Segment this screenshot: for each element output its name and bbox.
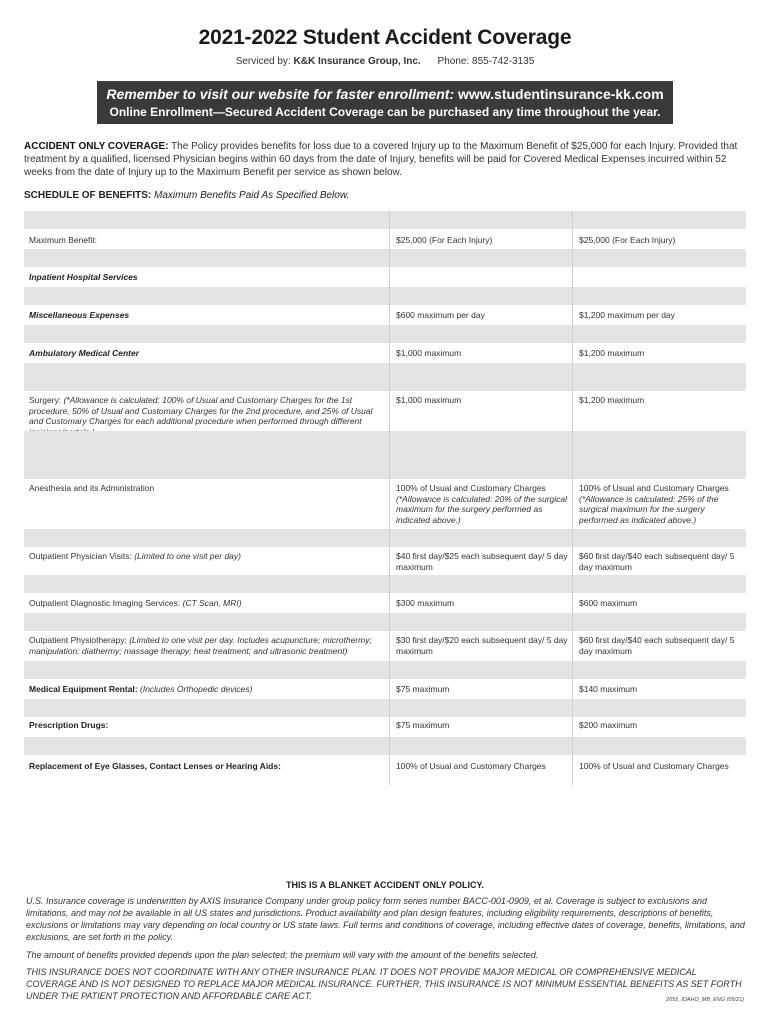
table-spacer-row — [24, 249, 746, 267]
row-value-plan-1: $1,000 maximum — [396, 395, 462, 405]
table-row — [24, 631, 746, 661]
row-value-plan-1: $1,000 maximum — [396, 348, 462, 358]
table-spacer-row — [24, 737, 746, 755]
row-label: Miscellaneous Expenses — [29, 310, 130, 320]
surgery-label: Surgery: — [29, 395, 62, 405]
anesthesia-plan-1-main: 100% of Usual and Customary Charges — [396, 483, 546, 493]
row-value-plan-2: $200 maximum — [579, 720, 638, 730]
table-row — [24, 305, 746, 325]
banner-line-2: Online Enrollment—Secured Accident Coverage can be purchased any time throughout the year. — [109, 105, 661, 119]
anesthesia-plan-1-note: (*Allowance is calculated: 20% of the surgical maximum for the surgery performed as indicated above.) — [396, 493, 568, 525]
row-label — [29, 551, 385, 562]
row-value-plan-2: $140 maximum — [579, 684, 638, 694]
row-value-plan-2: $60 first day/$40 each subsequent day/ 5 day maximum — [579, 635, 735, 656]
surgery-note: (*Allowance is calculated: 100% of Usual and Customary Charges for the 1st procedure, 50% of Usual and Customary Charges for the 2nd procedure, and 25% of Usual and Customary Charges for each additional procedure when performed through different — [29, 395, 373, 426]
physiotherapy-note: (Limited to one visit per day. Includes acupuncture; microthermy; manipulation; diathermy; massage therapy; heat treatment; and ultrasonic treatment) — [29, 635, 372, 656]
equipment-note: (Includes Orthopedic devices) — [140, 684, 253, 694]
table-row — [24, 479, 746, 529]
anesthesia-plan-2-note: (*Allowance is calculated: 25% of the surgical maximum for the surgery performed as indicated above.) — [579, 493, 719, 525]
row-value-plan-2: $600 maximum — [579, 598, 638, 608]
table-spacer-row — [24, 529, 746, 547]
equipment-label: Medical Equipment Rental: — [29, 684, 138, 694]
row-label: Maximum Benefit: — [29, 235, 98, 245]
enrollment-banner — [97, 81, 673, 124]
disclaimer-text: THIS INSURANCE DOES NOT COORDINATE WITH ANY OTHER INSURANCE PLAN. IT DOES NOT PROVIDE MAJOR MEDICAL OR COMPREHENSIVE MEDICAL COVERAGE AND IS NOT DESIGNED TO REPLACE MAJOR MEDICAL INSURANCE. FURTHER, THIS INSURANCE IS NOT MINIMUM ESSENTIAL BENEFITS AS SET FORTH UNDER THE PATIENT PROTECTION AND AFFORDABLE CARE ACT. — [26, 967, 742, 1001]
table-spacer-row — [24, 363, 746, 391]
row-value-plan-2: $1,200 maximum — [579, 348, 645, 358]
table-row — [24, 267, 746, 287]
imaging-note: (CT Scan, MRI) — [182, 598, 242, 608]
column-divider — [389, 211, 390, 785]
premium-text: The amount of benefits provided depends upon the plan selected; the premium will vary with the amount of the benefits selected. — [26, 950, 539, 960]
intro-heading: ACCIDENT ONLY COVERAGE: — [24, 141, 169, 152]
row-value-plan-2: $60 first day/$40 each subsequent day/ 5 day maximum — [579, 551, 735, 572]
row-value-plan-2 — [579, 483, 744, 525]
row-label: Anesthesia and its Administration — [29, 483, 155, 493]
row-value-plan-1: $75 maximum — [396, 684, 450, 694]
form-number: 2055_IDAHO_MB_ENG (05/21) — [666, 997, 744, 1003]
company-name: K&K Insurance Group, Inc. — [293, 56, 421, 67]
row-value-plan-2: $25,000 (For Each Injury) — [579, 235, 676, 245]
intro-text: The Policy provides benefits for loss due to a covered Injury up to the Maximum Benefit of $25,000 for each Injury. Provided that treatment by a qualified, licensed Physician begins within 60 days from the date of Injury, benefits will be paid for Covered Medical Expenses incurred within 52 weeks from the date of Injury up to the Maximum Benefit per service as shown below. — [24, 141, 738, 178]
row-value-plan-2: 100% of Usual and Customary Charges — [579, 761, 729, 771]
anesthesia-plan-2-main: 100% of Usual and Customary Charges — [579, 483, 729, 493]
table-row — [24, 717, 746, 737]
table-row — [24, 679, 746, 699]
table-spacer-row — [24, 287, 746, 305]
row-label: Ambulatory Medical Center — [29, 348, 140, 358]
outpatient-physician-note: (Limited to one visit per day) — [134, 551, 241, 561]
table-row — [24, 593, 746, 613]
phone-label: Phone: — [437, 56, 470, 67]
blanket-policy-notice: THIS IS A BLANKET ACCIDENT ONLY POLICY. — [285, 880, 485, 890]
website-link[interactable]: www.studentinsurance-kk.com — [458, 86, 664, 102]
imaging-label: Outpatient Diagnostic Imaging Services: — [29, 598, 181, 608]
column-divider — [572, 211, 573, 785]
row-value-plan-2: $1,200 maximum per day — [579, 310, 675, 320]
table-spacer-row — [24, 661, 746, 679]
physiotherapy-label: Outpatient Physiotherapy: — [29, 635, 127, 645]
row-label: Replacement of Eye Glasses, Contact Lenses or Hearing Aids: — [29, 761, 281, 771]
row-value-plan-2: $1,200 maximum — [579, 395, 645, 405]
row-value-plan-1: $40 first day/$25 each subsequent day/ 5 day maximum — [396, 551, 568, 572]
phone-number: 855-742-3135 — [472, 56, 535, 67]
page-title: 2021-2022 Student Accident Coverage — [198, 26, 572, 49]
schedule-heading — [24, 190, 748, 201]
row-label — [29, 635, 385, 656]
row-value-plan-1: $25,000 (For Each Injury) — [396, 235, 493, 245]
schedule-title: SCHEDULE OF BENEFITS: — [24, 190, 152, 201]
banner-lead: Remember to visit our website for faster enrollment: — [106, 86, 455, 102]
table-spacer-row — [24, 613, 746, 631]
outpatient-physician-label: Outpatient Physician Visits: — [29, 551, 132, 561]
table-spacer-row — [24, 431, 746, 479]
coverage-intro — [24, 140, 748, 179]
table-row — [24, 547, 746, 575]
row-label: Prescription Drugs: — [29, 720, 109, 730]
table-spacer-row — [24, 699, 746, 717]
table-spacer-row — [24, 575, 746, 593]
schedule-subtitle: Maximum Benefits Paid As Specified Below. — [154, 190, 350, 201]
row-value-plan-1 — [396, 483, 574, 525]
row-value-plan-1: $30 first day/$20 each subsequent day/ 5 day maximum — [396, 635, 568, 656]
row-value-plan-1: $75 maximum — [396, 720, 450, 730]
serviced-by-line — [0, 56, 770, 67]
row-label — [29, 598, 385, 609]
table-row — [24, 755, 746, 781]
row-value-plan-1: $300 maximum — [396, 598, 455, 608]
row-value-plan-1: 100% of Usual and Customary Charges — [396, 761, 546, 771]
serviced-by-label: Serviced by: — [235, 56, 291, 67]
benefits-table — [24, 211, 746, 785]
table-row — [24, 229, 746, 249]
banner-line-1 — [97, 86, 673, 102]
underwriting-text: U.S. Insurance coverage is underwritten by AXIS Insurance Company under group policy form series number BACC-001-0909, et al. Coverage is subject to exclusions and limitations, and may not be available in all US states and jurisdictions. Product availability and plan design features, including eligibility requirements, descriptions of benefits, exclusions or limitations may vary depending on local country or US state laws. Full terms and conditions of coverage, including effective dates of coverage, benefits, limitations, and exclusions, are set forth in the policy. — [26, 896, 745, 942]
table-spacer-row — [24, 325, 746, 343]
table-row — [24, 391, 746, 431]
row-label: Inpatient Hospital Services — [29, 272, 138, 282]
table-spacer-row — [24, 211, 746, 229]
row-label — [29, 684, 385, 695]
table-row — [24, 343, 746, 363]
row-value-plan-1: $600 maximum per day — [396, 310, 485, 320]
